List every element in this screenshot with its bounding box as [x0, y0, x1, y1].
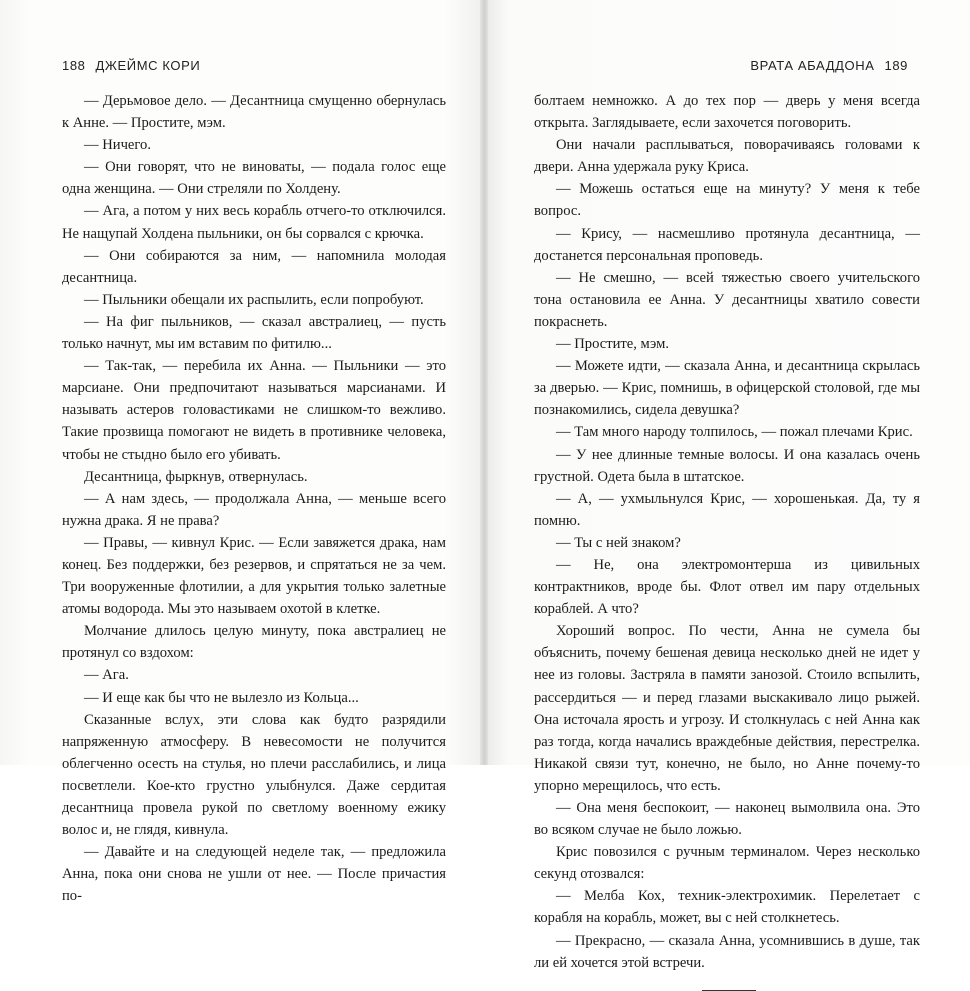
paragraph: — Ага, а потом у них весь корабль отчего-то отключился. Не нащупай Холдена пыльники, он бы сорвался с крючка.: [62, 203, 446, 242]
paragraph: — Можешь остаться еще на минуту? У меня к тебе вопрос.: [534, 181, 920, 220]
left-running-header: [62, 58, 200, 73]
right-page-text: [534, 90, 920, 991]
paragraph: — Прекрасно, — сказала Анна, усомнившись в душе, так ли ей хочется этой встречи.: [534, 932, 920, 971]
paragraph: — Дерьмовое дело. — Десантница смущенно обернулась к Анне. — Простите, мэм.: [62, 93, 446, 132]
right-page: [484, 0, 970, 971]
paragraph: — Ты с ней знаком?: [556, 534, 681, 551]
left-page-text: [62, 90, 446, 907]
paragraph: — Давайте и на следующей неделе так, — предложила Анна, пока они снова не ушли от нее. — После причастия по-: [62, 844, 446, 905]
paragraph: — Так-так, — перебила их Анна. — Пыльники — это марсиане. Они предпочитают называться марсианами. И называть астеров головастиками не слишком-то вежливо. Такие прозвища помогают не видеть в противнике человека, чтобы не стыдно было его убивать.: [62, 358, 446, 463]
right-running-header: [750, 58, 908, 73]
book-gutter: [480, 0, 488, 765]
left-running-head: ДЖЕЙМС КОРИ: [95, 58, 201, 73]
paragraph: — Они говорят, что не виноваты, — подала голос еще одна женщина. — Они стреляли по Холдену.: [62, 159, 446, 198]
paragraph: Хороший вопрос. По чести, Анна не сумела бы объяснить, почему бешеная девица несколько дней не идет у нее из головы. Застряла в памяти занозой. Стоило вспылить, рассердиться — и перед глазами выскакивало лицо рыжей. Она источала ярость и угрозу. И столкнулась с ней Анна как раз тогда, когда начались враждебные действия, перестрелка. Никакой связи тут, конечно, не было, но Анне почему-то упорно мерещилось, что есть.: [534, 623, 920, 794]
left-page-number: 188: [62, 58, 86, 73]
paragraph: — Ничего.: [84, 137, 151, 154]
paragraph: — Не, она электромонтерша из цивильных контрактников, вроде бы. Флот отвел им пару отдельных кораблей. А что?: [534, 556, 920, 618]
paragraph: — А, — ухмыльнулся Крис, — хорошенькая. Да, ту я помню.: [534, 490, 920, 529]
paragraph: — Она меня беспокоит, — наконец вымолвила она. Это во всяком случае не было ложью.: [534, 800, 920, 839]
paragraph: — И еще как бы что не вылезло из Кольца...: [84, 689, 359, 706]
paragraph: — Там много народу толпилось, — пожал плечами Крис.: [556, 424, 913, 441]
paragraph: Молчание длилось целую минуту, пока австралиец не протянул со вздохом:: [62, 623, 446, 662]
paragraph: — На фиг пыльников, — сказал австралиец, — пусть только начнут, мы им вставим по фитилю...: [62, 313, 446, 353]
paragraph: Сказанные вслух, эти слова как будто разрядили напряженную атмосферу. В невесомости не получится облегченно осесть на стулья, но плечи расслабились, и лица посветлели. Кое-кто грустно улыбнулся. Даже сердитая десантница провела рукой по светлому военному ежику волос и, не глядя, кивнула.: [62, 711, 446, 839]
paragraph: — Крису, — насмешливо протянула десантница, — достанется персональная проповедь.: [534, 225, 920, 264]
paragraph: — Можете идти, — сказала Анна, и десантница скрылась за дверью. — Крис, помнишь, в офицерской столовой, где мы познакомились, сидела девушка?: [534, 358, 920, 419]
paragraph: Они начали расплываться, поворачиваясь головами к двери. Анна удержала руку Криса.: [534, 137, 920, 176]
paragraph-continuation: болтаем немножко. А до тех пор — дверь у меня всегда открыта. Заглядываете, если захочется поговорить.: [534, 93, 920, 132]
paragraph: — А нам здесь, — продолжала Анна, — меньше всего нужна драка. Я не права?: [62, 490, 446, 529]
paragraph: — Не смешно, — всей тяжестью своего учительского тона остановила ее Анна. У десантницы хватило совести покраснеть.: [534, 269, 920, 330]
paragraph: — У нее длинные темные волосы. И она казалась очень грустной. Одета была в штатское.: [534, 446, 920, 485]
right-running-head: ВРАТА АБАДДОНА: [750, 58, 875, 73]
paragraph: — Мелба Кох, техник-электрохимик. Перелетает с корабля на корабль, может, вы с ней столкнетесь.: [534, 888, 920, 927]
paragraph: — Ага.: [84, 667, 129, 684]
left-page: [0, 0, 484, 905]
paragraph: — Пыльники обещали их распылить, если попробуют.: [84, 291, 424, 308]
right-page-number: 189: [884, 58, 908, 73]
paragraph: Десантница, фыркнув, отвернулась.: [84, 468, 308, 485]
paragraph: — Правы, — кивнул Крис. — Если завяжется драка, нам конец. Без поддержки, без резервов, и спрятаться не за чем. Три вооруженные флотилии, а для укрытия только залетные атомы водорода. Мы это называем охотой в клетке.: [62, 534, 446, 618]
paragraph: — Они собираются за ним, — напомнила молодая десантница.: [62, 247, 446, 286]
paragraph: Крис повозился с ручным терминалом. Через несколько секунд отозвался:: [534, 844, 920, 883]
paragraph: — Простите, мэм.: [556, 336, 669, 353]
